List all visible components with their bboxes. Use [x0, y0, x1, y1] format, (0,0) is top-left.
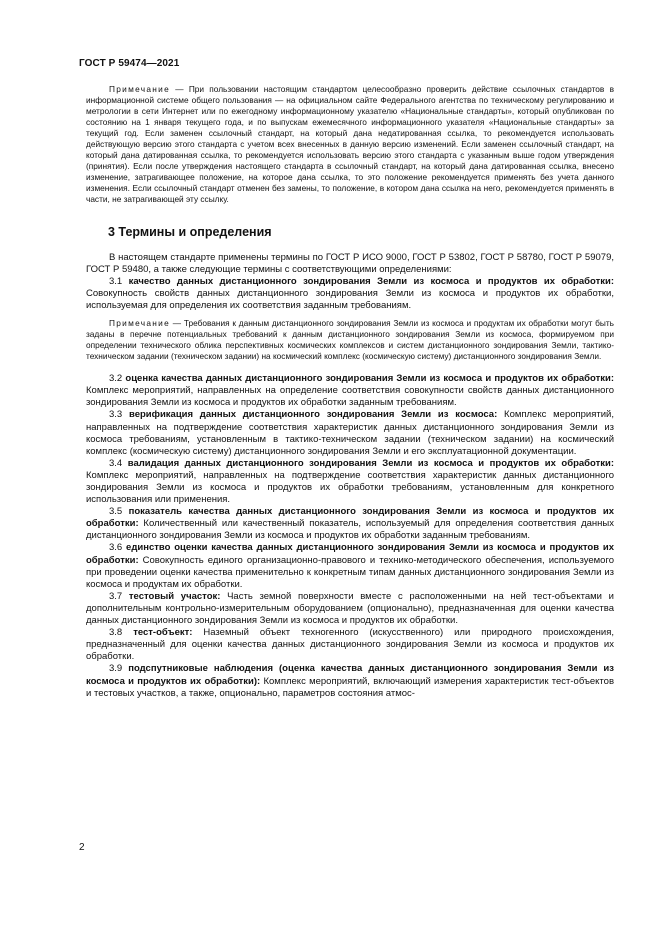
term-definition: Количественный или качественный показатель, используемый для определения соответствия данных дистанционного зондирования Земли из космоса и продуктов их обработки заданным требованиям.: [86, 518, 614, 542]
term-number: 3.2: [109, 373, 123, 385]
term-number: 3.4: [109, 457, 123, 469]
term-3-5: [86, 506, 614, 542]
term-definition: Совокупность свойств данных дистанционного зондирования Земли из космоса и продуктов их обработки, используемая для определения их соответствия заданным требованиям.: [86, 287, 614, 311]
term-definition: Совокупность единого организационно-правового и технико-методического обеспечения, используемого при проведении оценки качества применительно к конкретным типам данных дистанционного зондирования Земли из космоса и продуктам их обработки.: [86, 554, 614, 590]
term-3-1: [86, 276, 614, 312]
term-3-8: [86, 627, 614, 663]
term-3-6: [86, 542, 614, 590]
term-3-2: [86, 373, 614, 409]
term-number: 3.5: [109, 506, 123, 518]
note-label: Примечание: [109, 84, 171, 94]
term-definition: Комплекс мероприятий, направленных на подтверждение соответствия характеристик данных дистанционного зондирования Земли из космоса требованиям, установленным в тактико-техническом задании (техническом задании) на космический комплекс (космическую систему) дистанционного зондирования Земли и его эксплуатационной документации.: [86, 409, 614, 457]
term-name: валидация данных дистанционного зондирования Земли из космоса и продуктов их обработки:: [127, 457, 615, 469]
section-intro: В настоящем стандарте применены термины по ГОСТ Р ИСО 9000, ГОСТ Р 53802, ГОСТ Р 58780, ГОСТ Р 59079, ГОСТ Р 59480, а также следующие термины с соответствующими определениями:: [86, 251, 614, 275]
document-body: [86, 84, 614, 700]
note-text: — При пользовании настоящим стандартом целесообразно проверить действие ссылочных стандартов в информационной системе общего пользования — на официальном сайте Федерального агентства по техническому регулированию и метрологии в сети Интернет или по ежегодному информационному указателю «Национальные стандарты», который опубликован по состоянию на 1 января текущего года, и по выпускам ежемесячного информационного указателя «Национальные стандарты» за текущий год. Если заменен ссылочный стандарт, на который дана недатированная ссылка, то рекомендуется использовать действующую версию этого стандарта с учетом всех внесенных в данную версию изменений. Если заменен ссылочный стандарт, на который дана датированная ссылка, то рекомендуется использовать версию этого стандарта с указанным выше годом утверждения (принятия). Если после утверждения настоящего стандарта в ссылочный стандарт, на который дана датированная ссылка, внесено изменение, затрагивающее положение, на которое дана ссылка, то это положение рекомендуется применять без учета данного изменения. Если ссылочный стандарт отменен без замены, то положение, в котором дана ссылка на него, рекомендуется применять в части, не затрагивающей эту ссылку.: [86, 84, 614, 205]
page-number: 2: [79, 842, 85, 853]
note-text: — Требования к данным дистанционного зондирования Земли из космоса и продуктам их обработки могут быть заданы в перечне потенциальных требований к данным дистанционного зондирования Земли из космоса, формируемом при определении технического облика перспективных космических комплексов и систем дистанционного зондирования Земли, тактико-техническом задании (техническом задании) на космический комплекс (космическую систему) дистанционного зондирования Земли.: [86, 317, 614, 362]
term-number: 3.8: [109, 627, 123, 639]
term-number: 3.1: [109, 275, 123, 287]
term-3-9: [86, 663, 614, 699]
term-3-4: [86, 458, 614, 506]
note-reference-standards: [86, 84, 614, 206]
term-definition: Комплекс мероприятий, включающий измерения характеристик тест-объектов и тестовых участков, а также, опционально, параметров состояния атмос-: [86, 675, 614, 699]
term-definition: Часть земной поверхности вместе с расположенными на ней тест-объектами и дополнительным контрольно-измерительным оборудованием (опционально), предназначенная для оценки качества данных дистанционного зондирования Земли из космоса и продуктов их обработки.: [86, 590, 614, 627]
term-definition: Наземный объект техногенного (искусственного) или природного происхождения, предназначенный для оценки качества данных дистанционного зондирования Земли из космоса и продуктов их обработки.: [86, 627, 614, 663]
document-header: ГОСТ Р 59474—2021: [79, 58, 180, 69]
term-name: показатель качества данных дистанционного зондирования Земли из космоса и продуктов их обработки:: [86, 506, 614, 530]
term-name: единство оценки качества данных дистанционного зондирования Земли из космоса и продуктов их обработки:: [86, 542, 615, 566]
term-definition: Комплекс мероприятий, направленных на подтверждение соответствия характеристик данных дистанционного зондирования Земли из космоса и продуктов их обработки требованиям, установленным для конкретного использования или применения.: [86, 469, 614, 506]
term-3-3: [86, 409, 614, 457]
term-definition: Комплекс мероприятий, направленных на определение соответствия совокупности свойств данных дистанционного зондирования Земли из космоса и продуктов их обработки заданным требованиям.: [86, 385, 614, 409]
term-number: 3.9: [109, 663, 123, 675]
term-number: 3.3: [109, 409, 123, 421]
term-name: верификация данных дистанционного зондирования Земли из космоса:: [128, 409, 498, 421]
note-label: Примечание: [109, 317, 171, 328]
term-number: 3.7: [109, 590, 123, 602]
term-number: 3.6: [109, 542, 123, 554]
note-term-3-1: [86, 318, 614, 362]
term-name: оценка качества данных дистанционного зондирования Земли из космоса и продуктов их обработки:: [125, 373, 615, 385]
term-name: тестовый участок:: [128, 590, 221, 602]
term-name: подспутниковые наблюдения (оценка качества данных дистанционного зондирования Земли из космоса и продуктов их обработки):: [86, 663, 614, 687]
term-3-7: [86, 591, 614, 627]
term-name: качество данных дистанционного зондирования Земли из космоса и продуктов их обработки:: [128, 275, 614, 287]
section-title: 3 Термины и определения: [108, 224, 272, 239]
term-name: тест-объект:: [133, 627, 193, 639]
